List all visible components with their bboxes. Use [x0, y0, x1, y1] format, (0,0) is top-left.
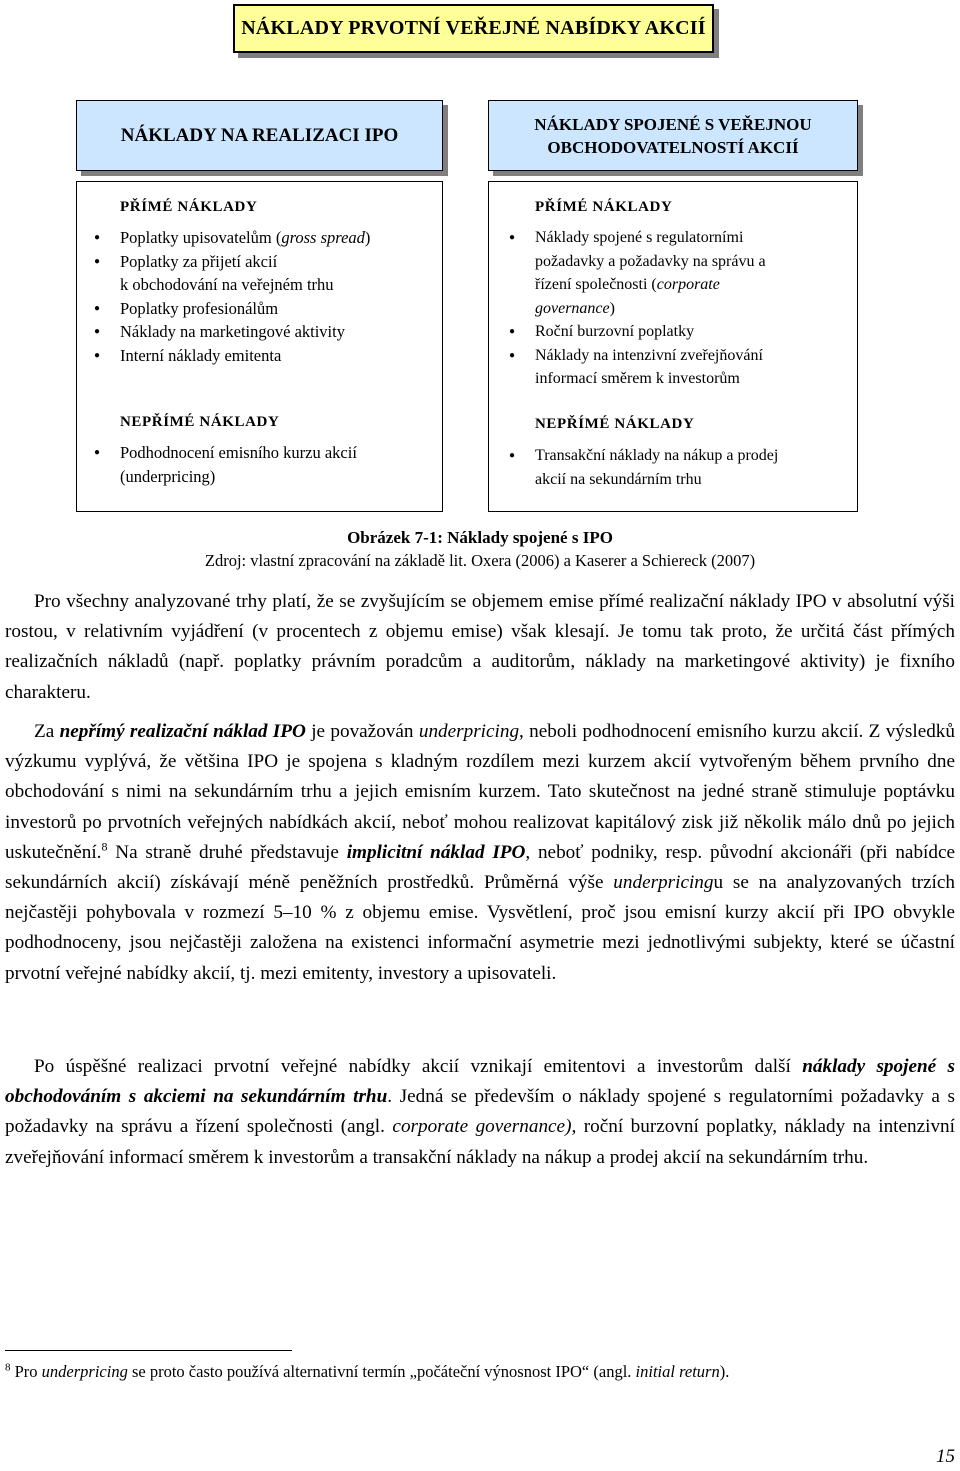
paragraph-3: Po úspěšné realizaci prvotní veřejné nabídky akcií vznikají emitentovi a investorům další náklady spojené s obchodováním s akciemi na sekundárním trhu. Jedná se především o náklady spojené s regulatorními požadavky a s požadavky na správu a řízení společnosti (angl. corporate governance), roční burzovní poplatky, náklady na intenzivní zveřejňování informací směrem k investorům a transakční náklady na nákup a prodej akcií na sekundárním trhu. [5, 1056, 955, 1168]
list-item: ● Poplatky profesionálům [120, 297, 370, 321]
list-item: ● Podhodnocení emisního kurzu akcií (underpricing) [120, 441, 357, 488]
paragraph-1: Pro všechny analyzované trhy platí, že se zvyšujícím se objemem emise přímé realizační náklady IPO v absolutní výši rostou, v relativním vyjádření (v procentech z objemu emise) však klesají. Je tomu tak proto, že určitá část přímých realizačních nákladů (např. poplatky právním poradcům a auditorům, náklady na marketingové aktivity) je fixního charakteru. [5, 591, 955, 703]
footnote-ref: 8 [101, 839, 108, 854]
left-indirect-title: NEPŘÍMÉ NÁKLADY [120, 414, 280, 430]
right-indirect-list [535, 444, 778, 491]
diagram-title [233, 4, 714, 53]
footnote-divider [5, 1350, 292, 1351]
right-indirect-title: NEPŘÍMÉ NÁKLADY [535, 416, 695, 432]
left-direct-title: PŘÍMÉ NÁKLADY [120, 199, 258, 215]
right-direct-title: PŘÍMÉ NÁKLADY [535, 199, 673, 215]
figure-source: Zdroj: vlastní zpracování na základě lit. Oxera (2006) a Kaserer a Schiereck (2007) [204, 551, 756, 570]
left-direct-list [120, 226, 370, 367]
left-header-text: NÁKLADY NA REALIZACI IPO [120, 124, 399, 146]
list-item: ● Roční burzovní poplatky [535, 320, 766, 344]
list-item: ● Poplatky za přijetí akcií k obchodování na veřejném trhu [120, 250, 370, 297]
right-direct-list [535, 226, 766, 391]
right-content-box [488, 181, 858, 512]
list-item: ● Interní náklady emitenta [120, 344, 370, 368]
list-item: ● Náklady spojené s regulatorními požadavky a požadavky na správu a řízení společnosti (corporate governance) [535, 226, 766, 320]
list-item: ● Náklady na marketingové aktivity [120, 320, 370, 344]
list-item: ● Náklady na intenzivní zveřejňování informací směrem k investorům [535, 344, 766, 391]
left-header-box [76, 100, 443, 171]
left-content-box [76, 181, 443, 512]
right-header-line1: NÁKLADY SPOJENÉ S VEŘEJNOU [534, 114, 812, 134]
page-number: 15 [936, 1446, 955, 1467]
footnote: $^8$ Pro underpricing se proto často používá alternativní termín „počáteční výnosnost IPO“ (angl. initial return). [5, 1361, 730, 1381]
left-indirect-list [120, 441, 357, 488]
figure-caption: Obrázek 7-1: Náklady spojené s IPO [347, 528, 613, 547]
list-item: ● Poplatky upisovatelům (gross spread) [120, 226, 370, 250]
list-item: ● Transakční náklady na nákup a prodej akcií na sekundárním trhu [535, 444, 778, 491]
right-header-line2: OBCHODOVATELNOSTÍ AKCIÍ [547, 137, 799, 157]
diagram-title-text: NÁKLADY PRVOTNÍ VEŘEJNÉ NABÍDKY AKCIÍ [241, 17, 706, 39]
paragraph-2: Za nepřímý realizační náklad IPO je považován underpricing, neboli podhodnocení emisního kurzu akcií. Z výsledků výzkumu vyplývá, že většina IPO je spojena s kladným rozdílem mezi kurzem akcií vytvořeným během prvního dne obchodování s nimi na sekundárním trhu a jejich emisním kurzem. Tato skutečnost na jedné straně stimuluje poptávku investorů po prvotních veřejných nabídkách akcií, neboť mohou realizovat kapitálový zisk již několik málo dnů po jejich uskutečnění.$^8$ Na straně druhé představuje implicitní náklad IPO, neboť podniky, resp. původní akcionáři (při nabídce sekundárních akcií) získávají méně peněžních prostředků. Průměrná výše underpricingu se na analyzovaných trzích nejčastěji pohybovala v rozmezí 5–10 % z objemu emise. Vysvětlení, proč jsou emisní kurzy akcií při IPO obvykle podhodnoceny, jsou nejčastěji založena na existenci informační asymetrie mezi jednotlivými subjekty, které se účastní prvotní veřejné nabídky akcií, tj. mezi emitenty, investory a upisovateli. [5, 721, 955, 984]
right-header-box [488, 100, 858, 171]
